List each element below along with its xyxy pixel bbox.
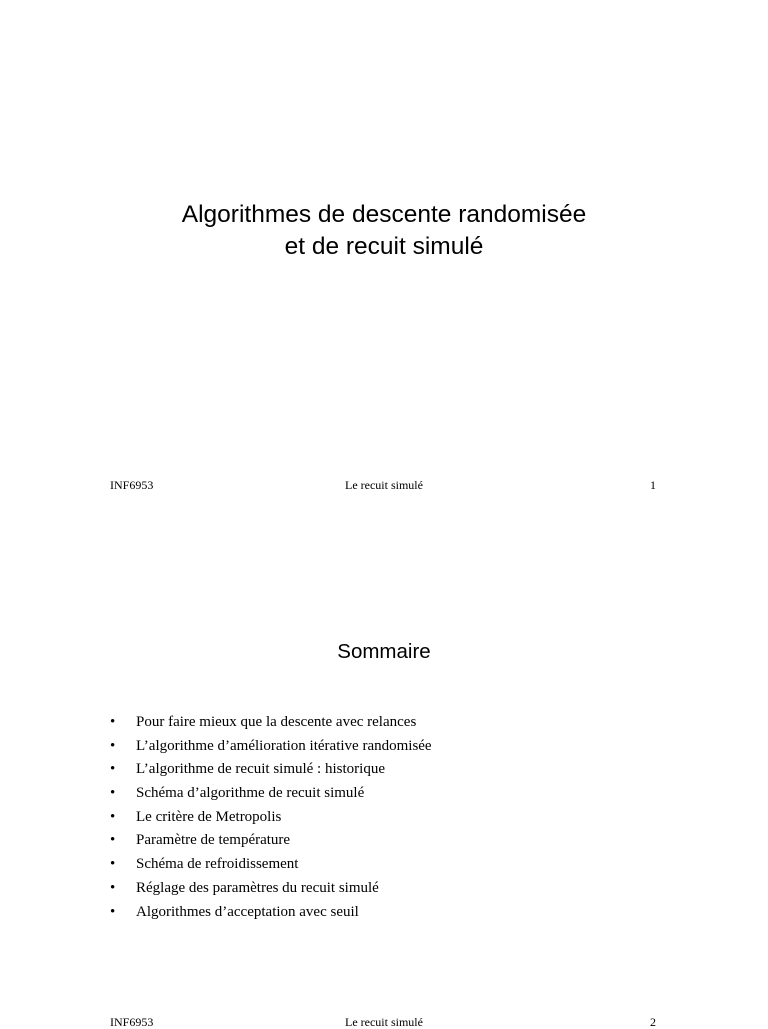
bullet-icon: • [110, 808, 116, 825]
list-item-text: Paramètre de température [136, 832, 291, 849]
bullet-icon: • [110, 785, 116, 802]
bullet-icon: • [110, 879, 116, 896]
slide-2 [0, 512, 768, 1029]
slide-title-line-1: Algorithmes de descente randomisée [181, 201, 587, 228]
list-item-text: L’algorithme d’amélioration itérative randomisée [136, 737, 432, 754]
bullet-icon: • [110, 856, 116, 873]
list-item-text: Pour faire mieux que la descente avec relances [136, 714, 417, 730]
slide-title-line-2: et de recuit simulé [284, 233, 484, 260]
list-item-text: L’algorithme de recuit simulé : historique [136, 761, 385, 778]
footer-topic: Le recuit simulé [345, 1015, 423, 1029]
bullet-icon: • [110, 761, 116, 778]
bullet-icon: • [110, 737, 116, 754]
list-item-text: Réglage des paramètres du recuit simulé [136, 879, 379, 896]
list-item-text: Schéma d’algorithme de recuit simulé [136, 785, 365, 802]
footer-course-code: INF6953 [110, 478, 154, 492]
bullet-icon: • [110, 832, 116, 849]
list-item-text: Le critère de Metropolis [136, 808, 282, 825]
footer-page-number: 2 [650, 1015, 656, 1029]
footer-course-code: INF6953 [110, 1015, 154, 1029]
footer-page-number: 1 [650, 478, 656, 492]
footer-topic: Le recuit simulé [345, 478, 423, 492]
bullet-icon: • [110, 903, 116, 920]
list-item-text: Schéma de refroidissement [136, 856, 299, 873]
slide-heading: Sommaire [337, 640, 431, 663]
slide-1 [0, 0, 768, 512]
bullet-icon: • [110, 714, 116, 730]
list-item-text: Algorithmes d’acceptation avec seuil [136, 903, 359, 920]
